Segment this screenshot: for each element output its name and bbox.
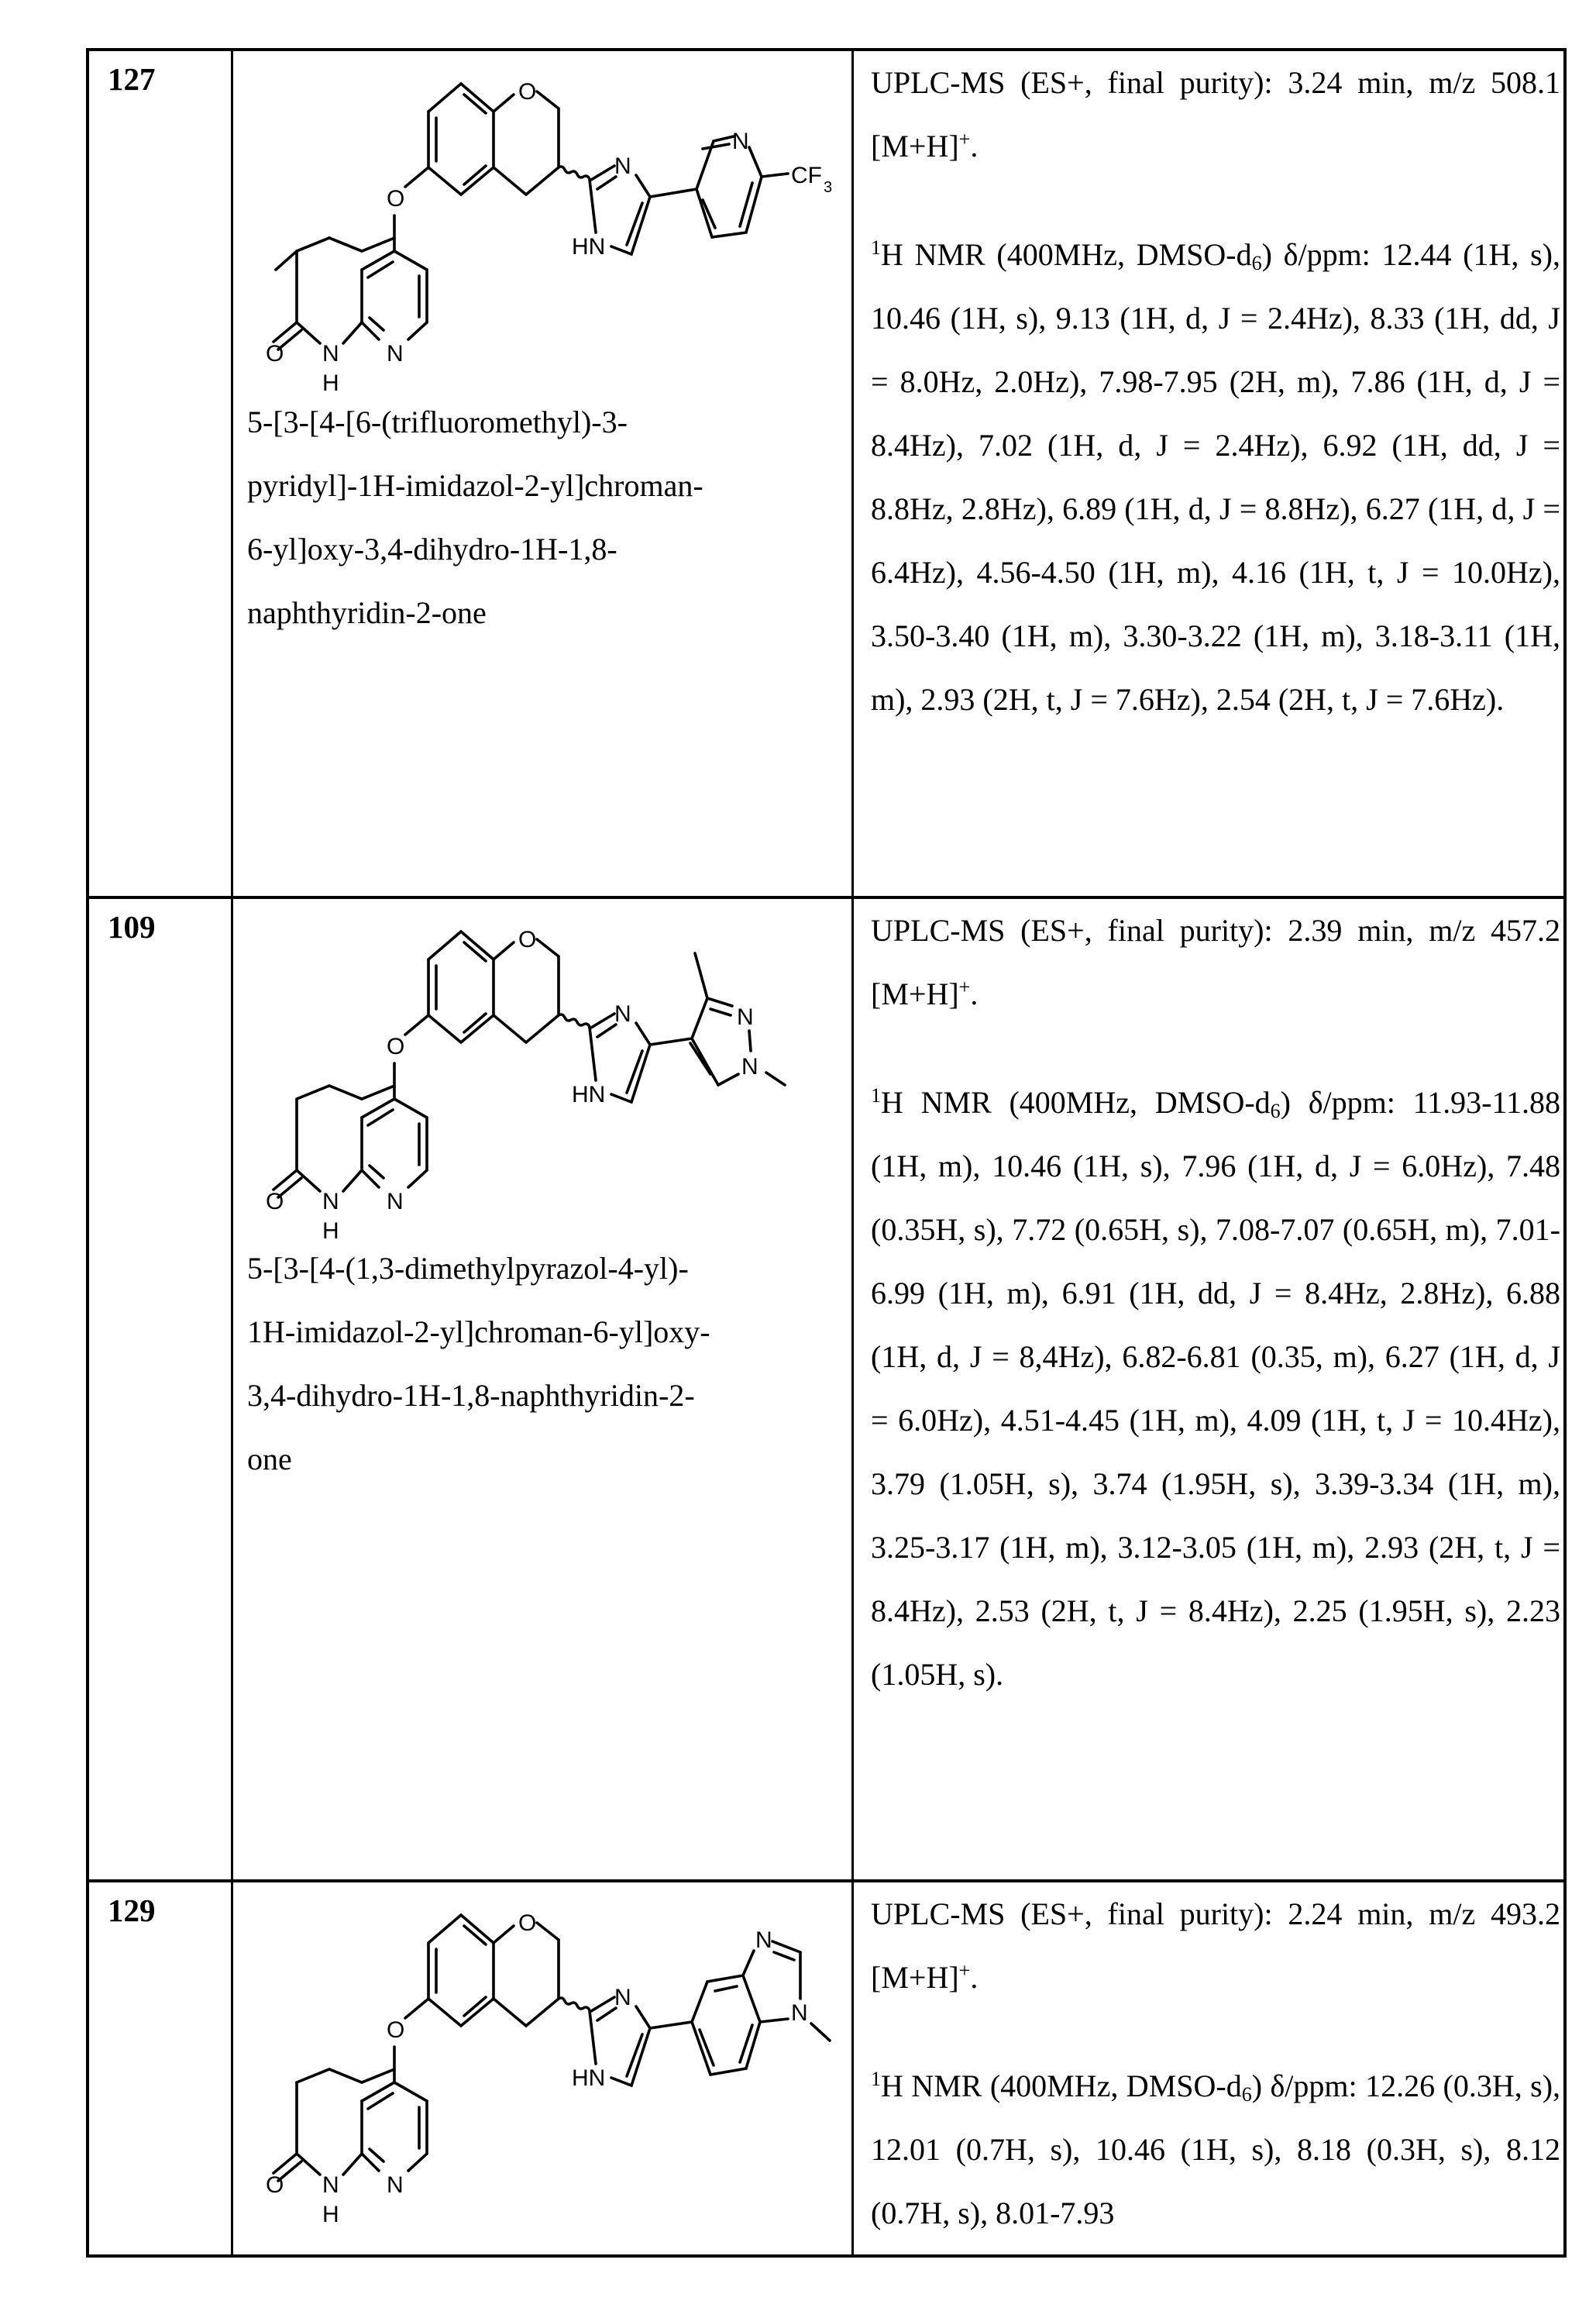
atom-label: H (322, 2202, 339, 2227)
compound-id-cell (89, 1882, 233, 2254)
nmr-data: $^1$H NMR (400MHz, DMSO-$d_6$) δ/ppm: 12.44 (1H, s), 10.46 (1H, s), 9.13 (1H, d, J = 2.4Hz), 8.33 (1H, dd, J = 8.0Hz, 2.0Hz), 7.98-7.95 (2H, m), 7.86 (1H, d, J = 8.4Hz), 7.02 (1H, d, J = 2.4Hz), 6.92 (1H, dd, J = 8.8Hz, 2.8Hz), 6.89 (1H, d, J = 8.8Hz), 6.27 (1H, d, J = 6.4Hz), 4.56-4.50 (1H, m), 4.16 (1H, t, J = 10.0Hz), 3.50-3.40 (1H, m), 3.30-3.22 (1H, m), 3.18-3.11 (1H, m), 2.93 (2H, t, J = 7.6Hz), 2.54 (2H, t, J = 7.6Hz). (871, 236, 1561, 717)
atom-label: N (791, 2000, 808, 2026)
lcms-data: UPLC-MS (ES+, final purity): 2.24 min, m/z 493.2 [M+H]+. (871, 1896, 1560, 1995)
atom-label: N (732, 129, 749, 154)
chemical-structure-diagram (233, 51, 853, 423)
atom-label: CF (791, 163, 822, 188)
compound-id: 109 (108, 909, 156, 945)
atom-label: H (322, 370, 339, 396)
atom-label: O (266, 2172, 284, 2198)
atom-label: N (755, 1927, 772, 1953)
nmr-data: $^1$H NMR (400MHz, DMSO-$d_6$) δ/ppm: 11.93-11.88 (1H, m), 10.46 (1H, s), 7.96 (1H, d, J = 6.0Hz), 7.48 (0.35H, s), 7.72 (0.65H, s), 7.08-7.07 (0.65H, m), 7.01-6.99 (1H, m), 6.91 (1H, dd, J = 8.4Hz, 2.8Hz), 6.88 (1H, d, J = 8,4Hz), 6.82-6.81 (0.35, m), 6.27 (1H, d, J = 6.0Hz), 4.51-4.45 (1H, m), 4.09 (1H, t, J = 10.4Hz), 3.79 (1.05H, s), 3.74 (1.95H, s), 3.39-3.34 (1H, m), 3.25-3.17 (1H, m), 3.12-3.05 (1H, m), 2.93 (2H, t, J = 8.4Hz), 2.53 (2H, t, J = 8.4Hz), 2.25 (1.95H, s), 2.23 (1.05H, s). (871, 1084, 1560, 1692)
atom-label: O (518, 927, 537, 952)
compound-id: 127 (108, 61, 156, 97)
table-row (89, 51, 1563, 896)
atom-label: O (387, 1034, 405, 1059)
atom-label: N (322, 341, 339, 367)
analytical-data-cell (854, 51, 1563, 896)
lcms-data: UPLC-MS (ES+, final purity): 2.39 min, m/z 457.2 [M+H]+. (871, 913, 1560, 1011)
compound-id-cell (89, 899, 233, 1879)
nmr-data: $^1$H NMR (400MHz, DMSO-$d_6$) δ/ppm: 12.26 (0.3H, s), 12.01 (0.7H, s), 10.46 (1H, s), 8.18 (0.3H, s), 8.12 (0.7H, s), 8.01-7.93 (871, 2068, 1561, 2230)
table-row (89, 896, 1563, 1879)
compound-id: 129 (108, 1893, 156, 1928)
atom-label: N (614, 1985, 631, 2010)
atom-label: N (387, 2172, 404, 2198)
atom-label: HN (572, 2065, 606, 2091)
atom-label: N (741, 1054, 758, 1080)
structure-cell (233, 899, 854, 1879)
atom-label: O (266, 341, 284, 367)
atom-label: O (387, 186, 405, 212)
atom-label: H (322, 1218, 339, 1244)
structure-cell (233, 51, 854, 896)
analytical-data-cell (854, 899, 1563, 1879)
atom-label: N (387, 341, 404, 367)
atom-label: HN (572, 1082, 606, 1107)
lcms-data: UPLC-MS (ES+, final purity): 3.24 min, m/z 508.1 [M+H]+. (871, 65, 1560, 164)
atom-label: N (387, 1189, 404, 1214)
atom-label: O (518, 1910, 537, 1936)
atom-label: N (322, 1189, 339, 1214)
compound-id-cell (89, 51, 233, 896)
atom-label: O (387, 2017, 405, 2043)
chemical-structure-diagram (233, 1882, 853, 2254)
atom-label: N (614, 153, 631, 179)
compound-name: 5-[3-[4-[6-(trifluoromethyl)-3- pyridyl]-1H-imidazol-2-yl]chroman- 6-yl]oxy-3,4-dihydro-1H-1,8- naphthyridin-2-one (247, 405, 703, 630)
atom-label: N (322, 2172, 339, 2198)
chemical-structure-diagram (233, 899, 853, 1271)
analytical-data-cell (854, 1882, 1563, 2254)
structure-cell (233, 1882, 854, 2254)
compound-data-table (86, 48, 1567, 2258)
atom-label: N (737, 1004, 754, 1030)
atom-label: HN (572, 234, 606, 260)
table-row (89, 1879, 1563, 2254)
atom-label: O (518, 79, 537, 105)
atom-label: N (614, 1001, 631, 1027)
atom-label: O (266, 1189, 284, 1214)
compound-name: 5-[3-[4-(1,3-dimethylpyrazol-4-yl)- 1H-imidazol-2-yl]chroman-6-yl]oxy- 3,4-dihydro-1H-1,8-naphthyridin-2- one (247, 1251, 710, 1476)
atom-label: 3 (824, 179, 833, 196)
